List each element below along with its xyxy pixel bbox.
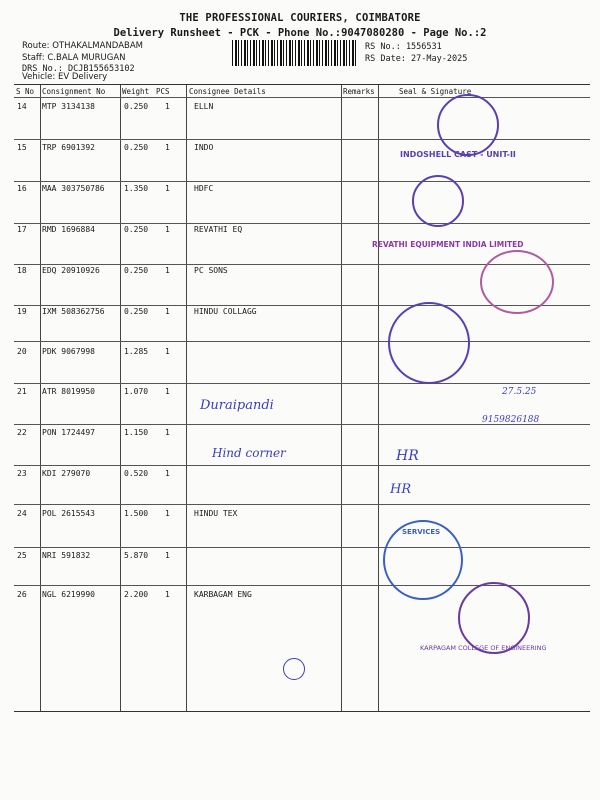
row-consignment: NRI 591832 [42, 551, 91, 560]
row-consignment: MAA 303750786 [42, 184, 105, 193]
stamp-indoshell: INDOSHELL CAST - UNIT-II [400, 150, 516, 159]
row-consignee: KARBAGAM ENG [194, 590, 252, 599]
stamp-pc-sons [480, 250, 554, 314]
row-pcs: 1 [165, 347, 170, 356]
barcode [232, 40, 357, 66]
row-weight: 0.250 [124, 225, 149, 234]
row-pcs: 1 [165, 225, 170, 234]
row-sno: 20 [17, 347, 27, 356]
runsheet-meta-right [365, 41, 467, 65]
col-divider [341, 85, 342, 711]
vehicle-label: Vehicle: EV Delivery [22, 72, 108, 82]
row-pcs: 1 [165, 428, 170, 437]
row-rule [14, 223, 590, 224]
handwriting-date-21: 27.5.25 [502, 387, 537, 397]
row-pcs: 1 [165, 102, 170, 111]
row-consignee: ELLN [194, 102, 214, 111]
row-pcs: 1 [165, 551, 170, 560]
row-pcs: 1 [165, 590, 170, 599]
row-weight: 1.070 [124, 387, 149, 396]
row-sno: 17 [17, 225, 27, 234]
row-rule [14, 383, 590, 384]
col-header-remarks: Remarks [343, 87, 375, 96]
row-weight: 1.150 [124, 428, 149, 437]
row-sno: 18 [17, 266, 27, 275]
row-sno: 23 [17, 469, 27, 478]
row-pcs: 1 [165, 143, 170, 152]
row-rule [14, 504, 590, 505]
row-consignee: HINDU TEX [194, 509, 238, 518]
header-rule [14, 97, 590, 98]
row-weight: 1.350 [124, 184, 149, 193]
row-sno: 24 [17, 509, 27, 518]
row-sno: 19 [17, 307, 27, 316]
row-weight: 0.250 [124, 143, 149, 152]
row-weight: 1.285 [124, 347, 149, 356]
handwriting-sign-23: HR [390, 482, 412, 497]
rs-date: RS Date: 27-May-2025 [365, 54, 468, 64]
stamp-hindu-college [388, 302, 470, 384]
row-consignment: EDQ 20910926 [42, 266, 100, 275]
staff-label: Staff: C.BALA MURUGAN [22, 52, 126, 63]
col-header-sno: S No [16, 87, 35, 96]
col-divider [120, 85, 121, 711]
row-pcs: 1 [165, 469, 170, 478]
row-weight: 0.250 [124, 307, 149, 316]
row-consignment: RMD 1696884 [42, 225, 95, 234]
handwriting-phone-21: 9159826188 [482, 415, 540, 425]
row-sno: 16 [17, 184, 27, 193]
row-consignee: PC SONS [194, 266, 228, 275]
row-rule [14, 181, 590, 182]
row-rule [14, 547, 590, 548]
row-consignee: REVATHI EQ [194, 225, 243, 234]
row-consignment: PDK 9067998 [42, 347, 95, 356]
route-label: Route: OTHAKALMANDABAM [22, 41, 144, 51]
row-rule [14, 139, 590, 140]
company-name: THE PROFESSIONAL COURIERS, COIMBATORE [179, 12, 421, 24]
row-weight: 0.520 [124, 469, 149, 478]
col-header-pcs: PCS [156, 87, 170, 96]
row-sno: 15 [17, 143, 27, 152]
row-weight: 1.500 [124, 509, 149, 518]
row-sno: 25 [17, 551, 27, 560]
row-sno: 22 [17, 428, 27, 437]
row-sno: 21 [17, 387, 27, 396]
row-consignee: INDO [194, 143, 214, 152]
stamp-karpagam-text: KARPAGAM COLLEGE OF ENGINEERING [420, 644, 547, 652]
row-consignment: ATR 8019950 [42, 387, 95, 396]
row-weight: 2.200 [124, 590, 149, 599]
handwriting-sign-22: HR [396, 448, 419, 464]
page-circle-mark [283, 658, 305, 680]
rs-number: RS No.: 1556531 [365, 42, 442, 52]
col-header-consignment: Consignment No [42, 87, 106, 96]
stamp-ellen [437, 94, 499, 156]
row-rule [14, 341, 590, 342]
row-pcs: 1 [165, 184, 170, 193]
row-consignment: KDI 279070 [42, 469, 91, 478]
row-rule [14, 465, 590, 466]
handwriting-consignee-21: Duraipandi [200, 398, 274, 413]
row-pcs: 1 [165, 509, 170, 518]
row-pcs: 1 [165, 266, 170, 275]
row-pcs: 1 [165, 307, 170, 316]
row-consignment: PON 1724497 [42, 428, 95, 437]
col-header-seal: Seal & Signature [399, 87, 472, 96]
drs-number: DRS No.: DCJB155653102 [22, 64, 135, 74]
runsheet-meta-left [22, 41, 143, 76]
row-consignee: HDFC [194, 184, 214, 193]
stamp-hdfc [412, 175, 464, 227]
col-header-consignee: Consignee Details [189, 87, 266, 96]
row-weight: 0.250 [124, 266, 149, 275]
row-weight: 5.870 [124, 551, 149, 560]
col-divider [378, 85, 379, 711]
col-divider [40, 85, 41, 711]
row-weight: 0.250 [124, 102, 149, 111]
stamp-revathi: REVATHI EQUIPMENT INDIA LIMITED [372, 240, 524, 249]
runsheet-title: Delivery Runsheet - PCK - Phone No.:9047080280 - Page No.:2 [113, 27, 487, 39]
col-header-weight: Weight [122, 87, 150, 96]
row-consignment: NGL 6219990 [42, 590, 95, 599]
row-consignment: IXM 508362756 [42, 307, 105, 316]
row-consignment: TRP 6901392 [42, 143, 95, 152]
stamp-services-text: SERVICES [402, 528, 441, 536]
row-sno: 14 [17, 102, 27, 111]
col-divider [186, 85, 187, 711]
row-sno: 26 [17, 590, 27, 599]
row-consignee: HINDU COLLAGG [194, 307, 257, 316]
row-pcs: 1 [165, 387, 170, 396]
row-consignment: POL 2615543 [42, 509, 95, 518]
row-consignment: MTP 3134138 [42, 102, 95, 111]
handwriting-consignee-22: Hind corner [212, 446, 286, 460]
